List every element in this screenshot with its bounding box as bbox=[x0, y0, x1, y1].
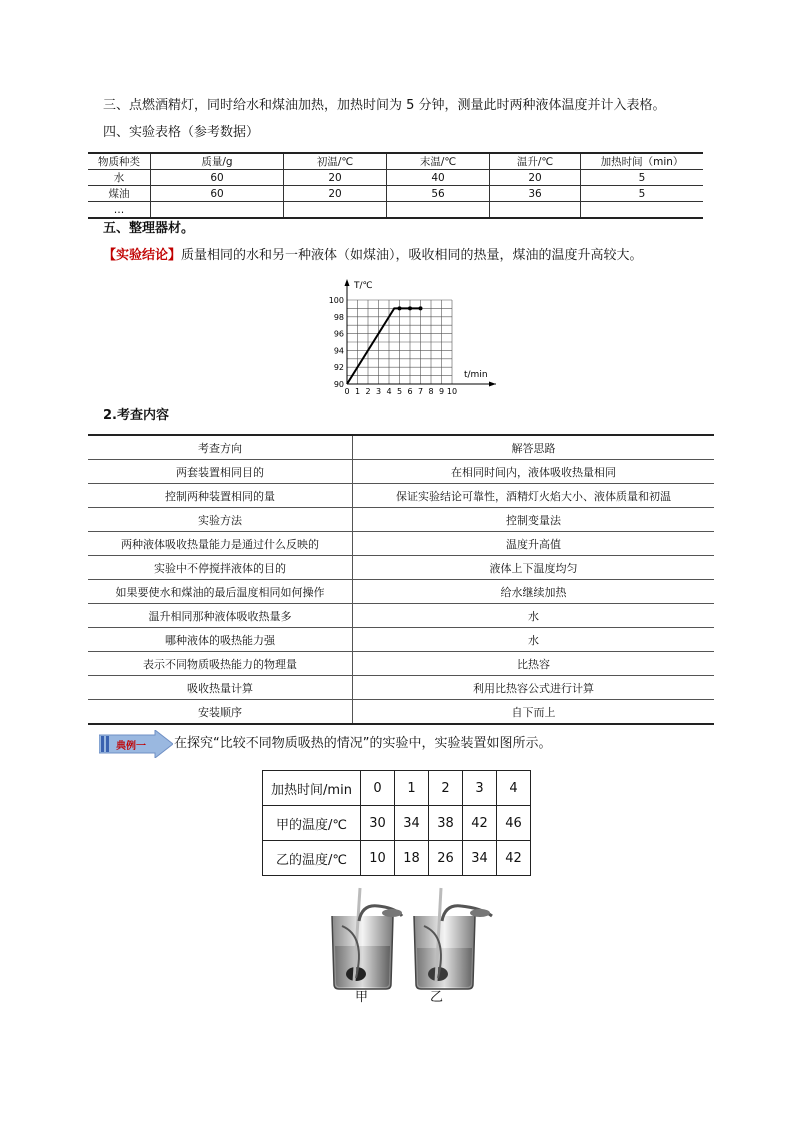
data-point bbox=[419, 306, 423, 310]
table-cell: 2 bbox=[429, 771, 463, 806]
table-cell: 加热时间/min bbox=[263, 771, 361, 806]
table-cell: 给水继续加热 bbox=[353, 580, 715, 604]
table-cell: 20 bbox=[284, 170, 387, 186]
table-cell: 乙的温度/℃ bbox=[263, 841, 361, 876]
table-cell: 两套装置相同目的 bbox=[88, 460, 353, 484]
table-cell: 水 bbox=[353, 628, 715, 652]
example-badge-label: 典例一 bbox=[116, 741, 146, 752]
chart-grid bbox=[347, 300, 452, 384]
table-row bbox=[88, 484, 714, 508]
review-table-header-row bbox=[88, 435, 714, 460]
table-cell: 26 bbox=[429, 841, 463, 876]
table-row bbox=[88, 628, 714, 652]
data-table-header-row bbox=[88, 153, 703, 170]
conclusion-text: 质量相同的水和另一种液体（如煤油），吸收相同的热量，煤油的温度升高较大。 bbox=[181, 248, 643, 263]
beaker-left-label: 甲 bbox=[355, 990, 369, 1005]
table-cell: 自下而上 bbox=[353, 700, 715, 725]
temperature-chart bbox=[322, 276, 498, 400]
table-cell: 保证实验结论可靠性，酒精灯火焰大小、液体质量和初温 bbox=[353, 484, 715, 508]
table-row bbox=[263, 841, 531, 876]
table-cell: 煤油 bbox=[108, 188, 130, 200]
series-line bbox=[347, 308, 421, 384]
table-row bbox=[88, 186, 703, 202]
table-cell: 1 bbox=[395, 771, 429, 806]
data-table-header: 物质种类 bbox=[98, 156, 140, 168]
table-cell: 0 bbox=[361, 771, 395, 806]
table-cell bbox=[490, 202, 581, 219]
y-tick-label: 98 bbox=[333, 312, 344, 322]
step-4-text: 四、实验表格（参考数据） bbox=[103, 125, 260, 140]
step-5-text: 五、整理器材。 bbox=[103, 221, 195, 236]
table-cell: 10 bbox=[361, 841, 395, 876]
table-cell: 利用比热容公式进行计算 bbox=[353, 676, 715, 700]
table-cell: 36 bbox=[490, 186, 581, 202]
review-table bbox=[88, 434, 714, 725]
data-table-header: 温升/℃ bbox=[490, 153, 581, 170]
table-row bbox=[263, 806, 531, 841]
data-table-header: 加热时间（min） bbox=[581, 153, 704, 170]
data-table-header: 初温/℃ bbox=[284, 153, 387, 170]
step-3-text: 三、点燃酒精灯，同时给水和煤油加热，加热时间为 5 分钟，测量此时两种液体温度并计入表格。 bbox=[103, 98, 666, 113]
table-cell bbox=[151, 202, 284, 219]
table-row bbox=[88, 604, 714, 628]
table-cell: 水 bbox=[353, 604, 715, 628]
table-row bbox=[88, 556, 714, 580]
table-row bbox=[88, 676, 714, 700]
beaker-left bbox=[332, 888, 402, 989]
table-cell: 温度升高值 bbox=[353, 532, 715, 556]
table-cell: 20 bbox=[284, 186, 387, 202]
table-cell: 甲的温度/℃ bbox=[263, 806, 361, 841]
table-cell bbox=[387, 202, 490, 219]
y-tick-label: 100 bbox=[328, 296, 344, 305]
table-cell: 如果要使水和煤油的最后温度相同如何操作 bbox=[88, 580, 353, 604]
section-2-heading: 2.考查内容 bbox=[103, 408, 169, 423]
x-axis-arrow bbox=[489, 382, 496, 387]
table-cell: 46 bbox=[497, 806, 531, 841]
data-table bbox=[88, 152, 703, 219]
table-row bbox=[88, 652, 714, 676]
data-point bbox=[398, 306, 402, 310]
x-tick-label: 10 bbox=[446, 387, 458, 396]
x-tick-label: 2 bbox=[365, 387, 371, 396]
table-row bbox=[263, 771, 531, 806]
table-row bbox=[88, 460, 714, 484]
y-axis-label: T/℃ bbox=[354, 281, 373, 291]
table-cell: 20 bbox=[490, 170, 581, 186]
table-cell: 液体上下温度均匀 bbox=[353, 556, 715, 580]
table-cell: 40 bbox=[387, 170, 490, 186]
review-table-header: 考查方向 bbox=[88, 435, 353, 460]
x-tick-label: 5 bbox=[396, 387, 403, 396]
table-row bbox=[88, 170, 703, 186]
data-point bbox=[408, 306, 412, 310]
table-row bbox=[88, 508, 714, 532]
beaker-right-label: 乙 bbox=[430, 990, 444, 1005]
beakers-illustration bbox=[326, 886, 498, 1004]
table-cell: 在相同时间内，液体吸收热量相同 bbox=[353, 460, 715, 484]
data-table-header: 末温/℃ bbox=[387, 153, 490, 170]
table-cell: 实验中不停搅拌液体的目的 bbox=[88, 556, 353, 580]
x-tick-label: 4 bbox=[386, 387, 392, 396]
conclusion bbox=[103, 247, 643, 265]
table-cell: 42 bbox=[463, 806, 497, 841]
table-cell: 4 bbox=[497, 771, 531, 806]
table-cell: 安装顺序 bbox=[88, 700, 353, 725]
table-cell: 两种液体吸收热量能力是通过什么反映的 bbox=[88, 532, 353, 556]
example-text: 在探究“比较不同物质吸热的情况”的实验中，实验装置如图所示。 bbox=[174, 736, 552, 751]
table-cell: 60 bbox=[151, 170, 284, 186]
table-cell: 60 bbox=[151, 186, 284, 202]
table-row bbox=[88, 202, 703, 219]
y-tick-label: 94 bbox=[333, 346, 344, 356]
table-cell: … bbox=[113, 203, 125, 216]
data-table-header: 质量/g bbox=[151, 153, 284, 170]
x-tick-label: 3 bbox=[375, 387, 382, 396]
example-badge bbox=[99, 730, 173, 758]
table-cell: 吸收热量计算 bbox=[88, 676, 353, 700]
table-cell: 控制变量法 bbox=[353, 508, 715, 532]
table-cell: 温升相同那种液体吸收热量多 bbox=[88, 604, 353, 628]
table-cell: 表示不同物质吸热能力的物理量 bbox=[88, 652, 353, 676]
table-cell: 比热容 bbox=[353, 652, 715, 676]
table-cell: 34 bbox=[463, 841, 497, 876]
table-cell: 18 bbox=[395, 841, 429, 876]
beaker-right bbox=[414, 888, 492, 989]
x-tick-label: 1 bbox=[354, 387, 361, 396]
review-table-header: 解答思路 bbox=[353, 435, 715, 460]
chart-series bbox=[347, 306, 423, 384]
conclusion-tag: 【实验结论】 bbox=[103, 248, 182, 263]
table-cell: 5 bbox=[581, 186, 704, 202]
table-cell bbox=[284, 202, 387, 219]
table-cell: 实验方法 bbox=[88, 508, 353, 532]
y-axis-arrow bbox=[345, 279, 350, 286]
table-cell: 5 bbox=[581, 170, 704, 186]
table-row bbox=[88, 700, 714, 725]
table-cell: 控制两种装置相同的量 bbox=[88, 484, 353, 508]
table-row bbox=[88, 532, 714, 556]
x-tick-label: 0 bbox=[344, 387, 350, 396]
table-cell bbox=[581, 202, 704, 219]
y-tick-label: 92 bbox=[333, 363, 344, 373]
example-table bbox=[262, 770, 531, 876]
y-tick-label: 90 bbox=[333, 380, 344, 389]
x-tick-label: 7 bbox=[417, 387, 424, 396]
table-cell: 水 bbox=[113, 172, 125, 184]
x-tick-label: 9 bbox=[438, 387, 445, 396]
x-tick-label: 8 bbox=[428, 387, 434, 396]
table-cell: 38 bbox=[429, 806, 463, 841]
table-cell: 30 bbox=[361, 806, 395, 841]
table-row bbox=[88, 580, 714, 604]
y-tick-label: 96 bbox=[333, 329, 344, 339]
table-cell: 56 bbox=[387, 186, 490, 202]
table-cell: 42 bbox=[497, 841, 531, 876]
x-axis-label: t/min bbox=[464, 370, 488, 380]
x-tick-label: 6 bbox=[407, 387, 413, 396]
table-cell: 3 bbox=[463, 771, 497, 806]
table-cell: 34 bbox=[395, 806, 429, 841]
table-cell: 哪种液体的吸热能力强 bbox=[88, 628, 353, 652]
